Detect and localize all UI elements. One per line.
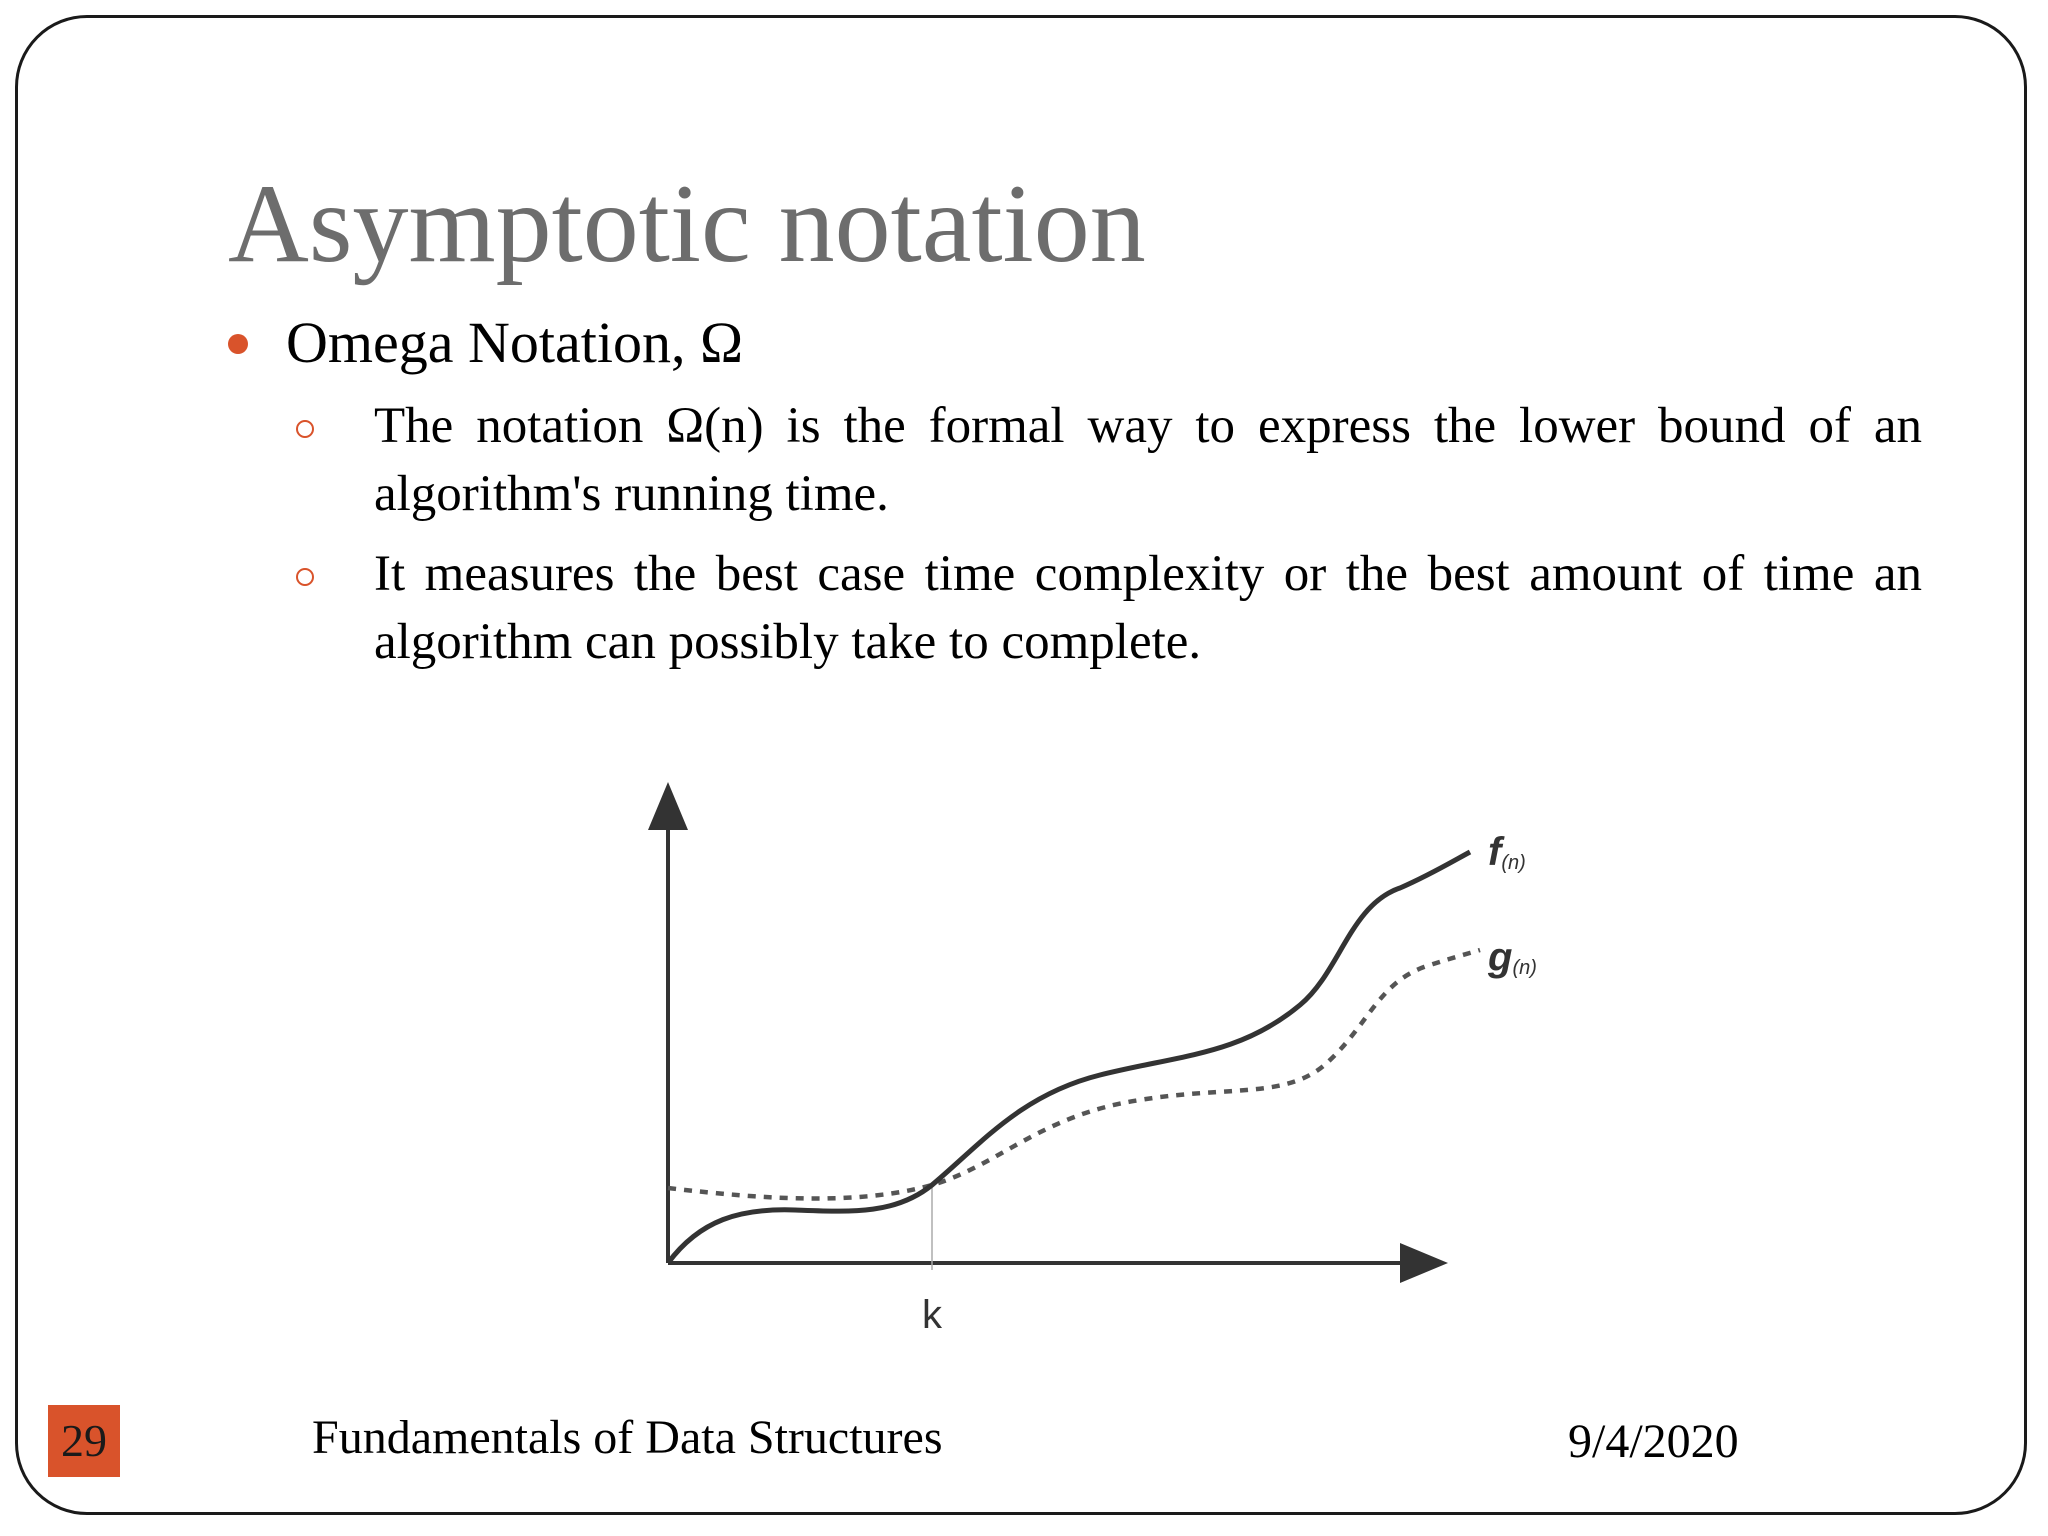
sub-bullet-circle-icon — [296, 568, 314, 586]
slide-number: 29 — [48, 1405, 120, 1477]
footer-course: Fundamentals of Data Structures — [312, 1411, 943, 1464]
g-label: g(n) — [1488, 935, 1537, 979]
slide-title: Asymptotic notation — [228, 162, 1146, 286]
bullet-dot-icon — [228, 334, 248, 354]
g-curve — [668, 950, 1480, 1199]
omega-graph — [620, 760, 1537, 1360]
f-label: f(n) — [1488, 830, 1526, 874]
k-label: k — [922, 1293, 942, 1337]
sub-bullet-circle-icon — [296, 420, 314, 438]
sub-bullet-1-text: The notation Ω(n) is the formal way to express the lower bound of an algorithm's running time. — [374, 398, 1922, 522]
footer-date: 9/4/2020 — [1568, 1415, 1739, 1468]
f-curve — [668, 852, 1470, 1263]
bullet-omega-text: Omega Notation, Ω — [286, 310, 744, 375]
sub-bullet-2-text: It measures the best case time complexity or the best amount of time an algorithm can possibly take to complete. — [374, 546, 1922, 670]
bullet-omega — [228, 308, 1928, 378]
